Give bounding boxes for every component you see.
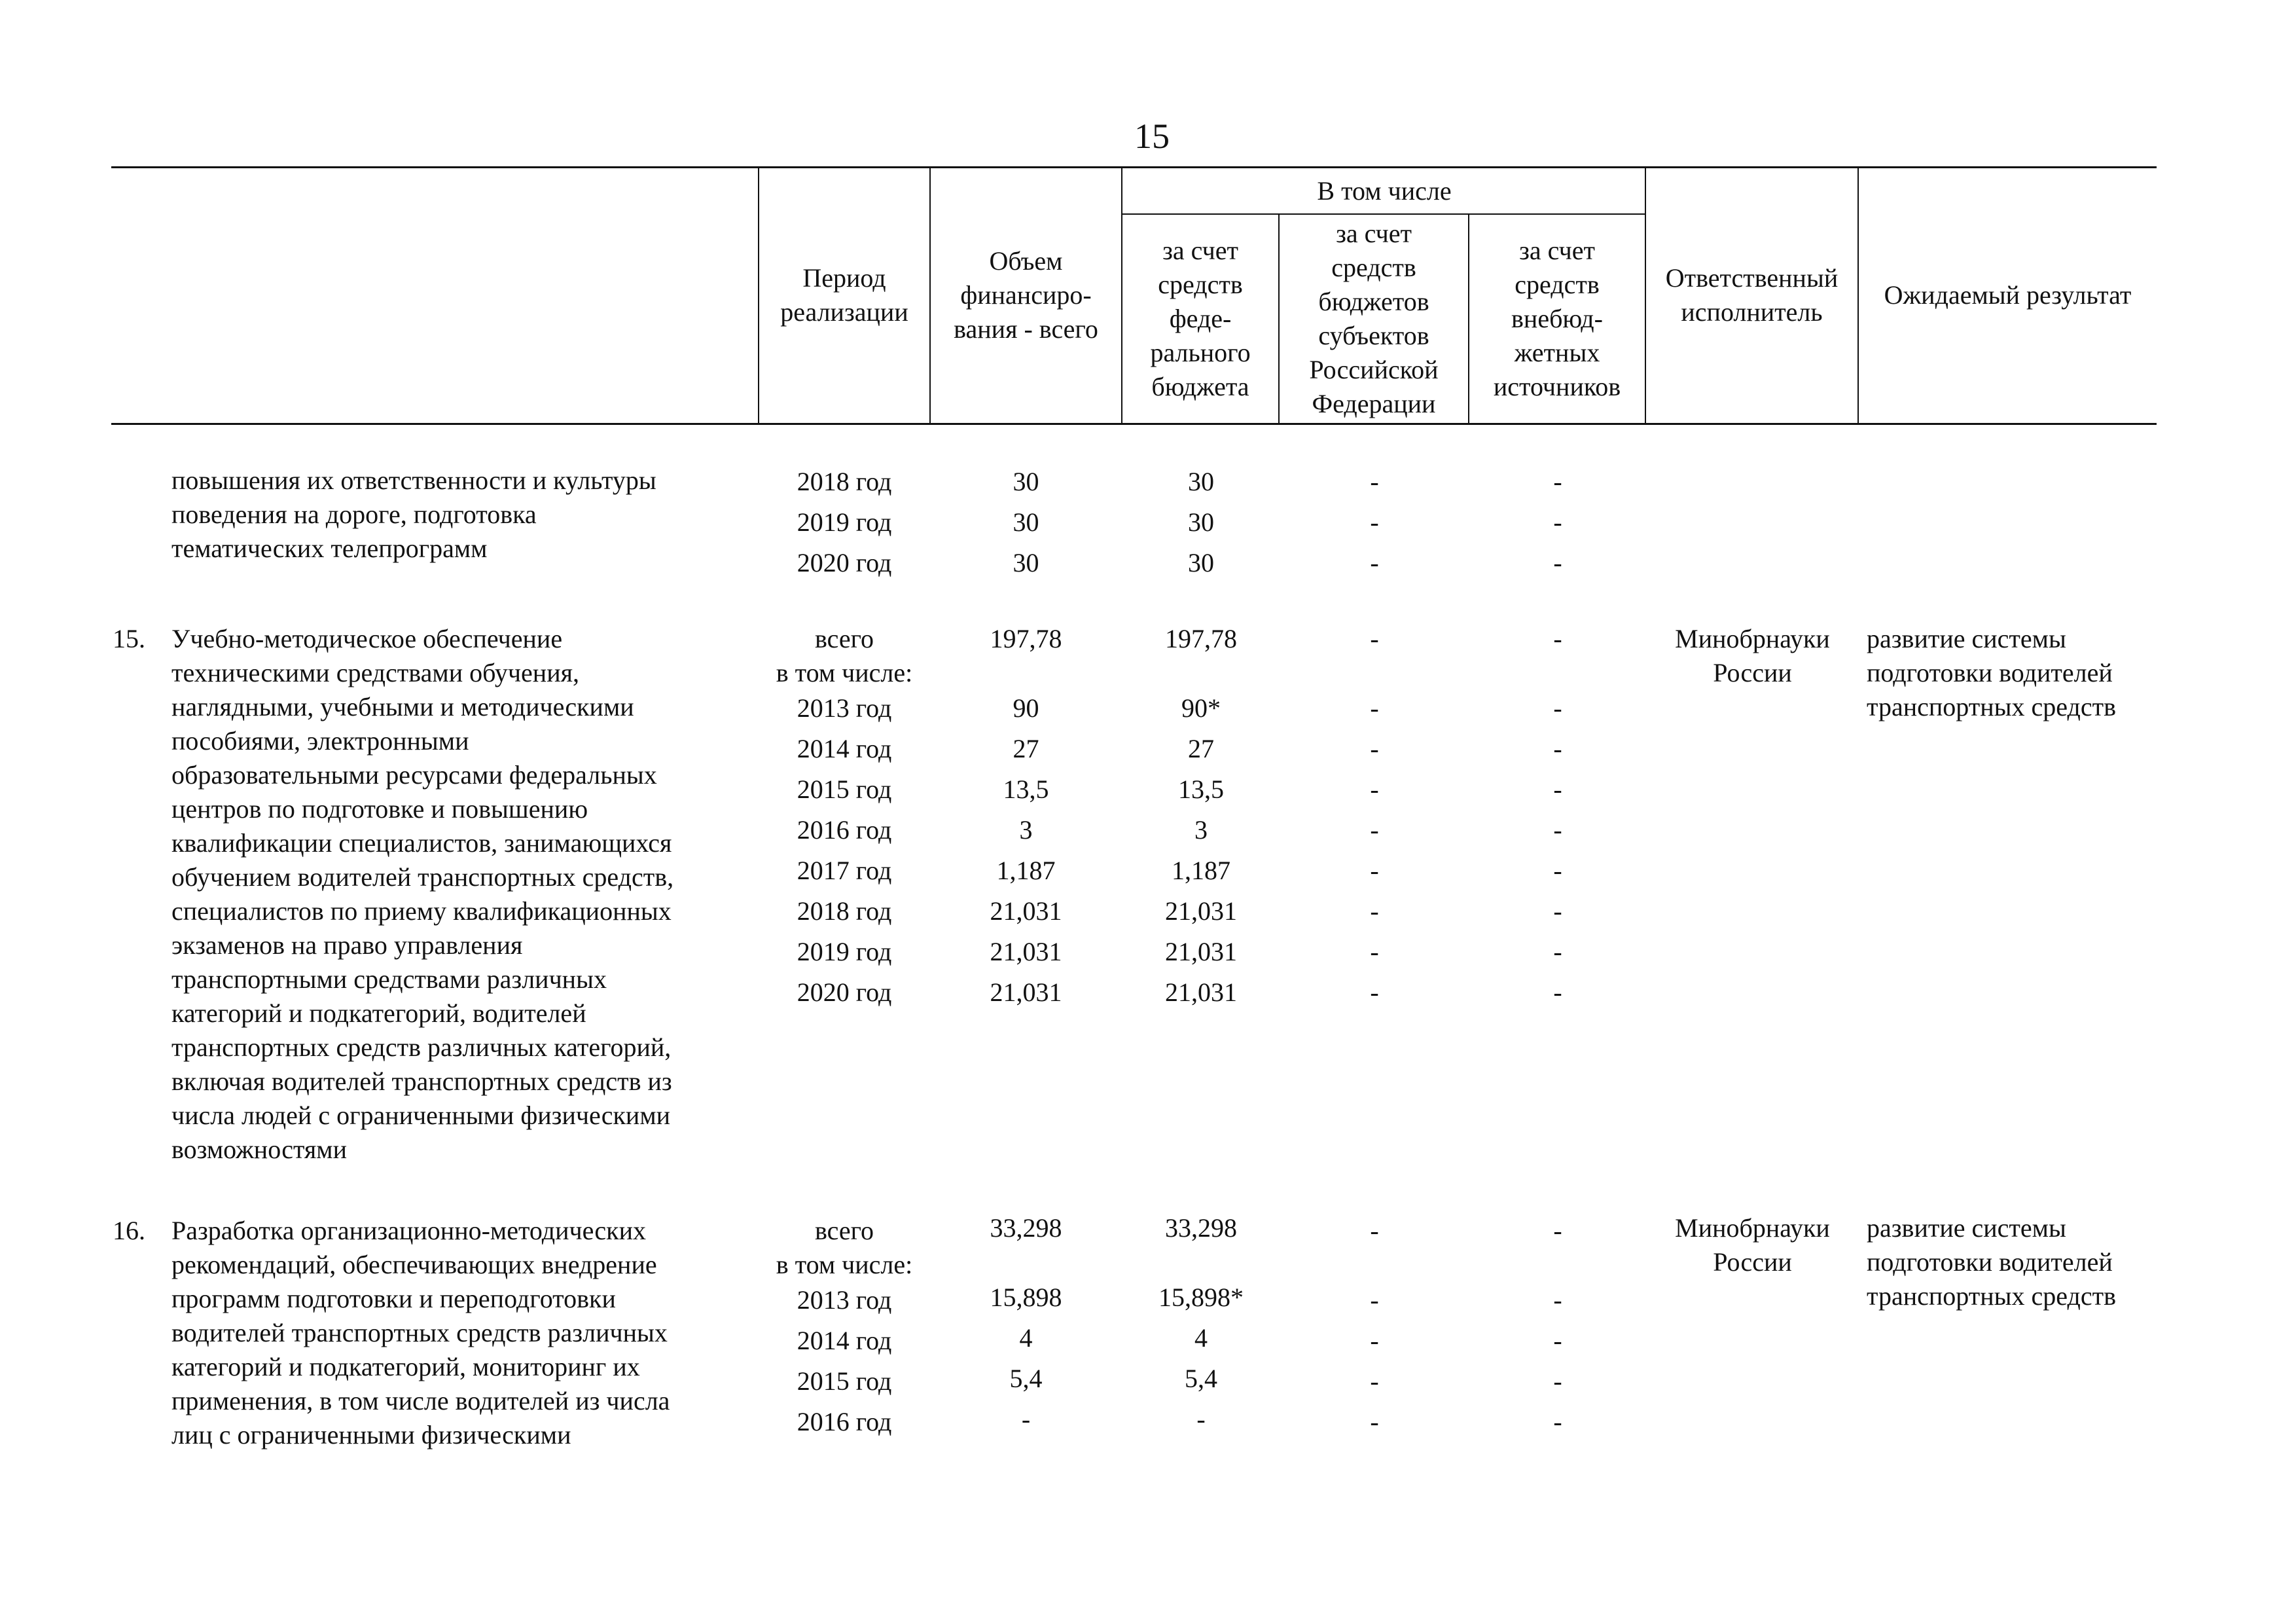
including-label: в том числе:	[776, 1250, 913, 1279]
responsible-executor: Минобрнауки России	[1675, 1213, 1830, 1277]
expected-result: развитие системы подготовки водителей транспортных средств	[1867, 1213, 2116, 1311]
header-bottom-border	[111, 423, 2157, 425]
page-number: 15	[1134, 117, 1170, 156]
including-label: в том числе:	[776, 658, 913, 687]
header-period: Период реализации	[780, 263, 908, 327]
expected-result: развитие системы подготовки водителей транспортных средств	[1867, 624, 2116, 721]
header-executor: Ответственный исполнитель	[1665, 263, 1839, 327]
header-total: Объем финансиро- вания - всего	[954, 246, 1098, 344]
item-description: Разработка организационно-методических рекомендаций, обеспечивающих внедрение программ подготовки и переподготовки водителей транспортных средств различных категорий и подкатегорий, мониторинг их применения, в том числе водителей из числа лиц с ограниченными физическими	[171, 1216, 670, 1450]
header-federal: за счет средств феде- рального бюджета	[1150, 236, 1251, 401]
item-description: Учебно-методическое обеспечение техническими средствами обучения, наглядными, учебными и методическими пособиями, электронными образовательными ресурсами федеральных центров по подготовке и повышению квалификации специалистов, занимающихся обучением водителей транспортных средств, специалистов по приему квалификационных экзаменов на право управления транспортными средствами различных категорий и подкатегорий, водителей транспортных средств различных категорий, включая водителей транспортных средств из числа людей с ограниченными физическими возможностями	[171, 624, 674, 1164]
header-result: Ожидаемый результат	[1884, 280, 2132, 310]
header-external: за счет средств внебюд- жетных источников	[1493, 236, 1621, 401]
header-regional: за счет средств бюджетов субъектов Российской Федерации	[1309, 219, 1439, 418]
header-including: В том числе	[1317, 176, 1452, 206]
item-number: 15.	[113, 624, 145, 653]
responsible-executor: Минобрнауки России	[1675, 624, 1830, 687]
item-number: 16.	[113, 1216, 145, 1245]
item-description: повышения их ответственности и культуры поведения на дороге, подготовка тематических телепрограмм	[171, 465, 656, 563]
